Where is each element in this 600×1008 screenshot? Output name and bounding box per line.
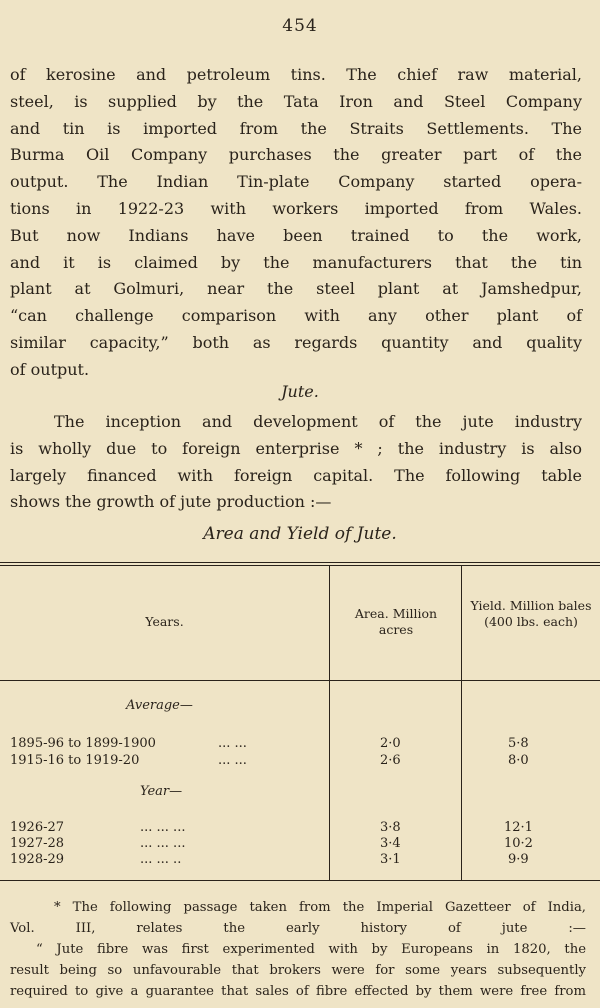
text-line: similar capacity,” both as regards quantity and quality <box>10 332 582 352</box>
cell-area: 3·1 <box>380 852 401 867</box>
footnote <box>10 897 586 1002</box>
column-header-yield: Yield. Million bales (400 lbs. each) <box>470 598 592 629</box>
group-label-year: Year— <box>140 784 183 799</box>
cell-yield: 8·0 <box>508 753 529 768</box>
cell-dots: ... ... <box>218 736 247 751</box>
cell-yield: 5·8 <box>508 736 529 751</box>
text-line: plant at Golmuri, near the steel plant at Jamshedpur, <box>10 279 582 299</box>
cell-years: 1927-28 <box>10 836 65 851</box>
footnote-line: Vol. III, relates the early history of jute :— <box>10 921 586 936</box>
text-line: and tin is imported from the Straits Settlements. The <box>10 118 582 138</box>
cell-years: 1895-96 to 1899-1900 <box>10 736 156 751</box>
page-number: 454 <box>282 16 318 36</box>
text-line: is wholly due to foreign enterprise * ; the industry is also <box>10 438 582 458</box>
cell-years: 1915-16 to 1919-20 <box>10 753 140 768</box>
text-line: and it is claimed by the manufacturers that the tin <box>10 252 582 272</box>
group-label-average: Average— <box>126 698 193 713</box>
table-row <box>0 736 600 754</box>
text-line: But now Indians have been trained to the work, <box>10 225 582 245</box>
text-line: “can challenge comparison with any other plant of <box>10 306 582 326</box>
table-top-rule-inner <box>0 565 600 566</box>
body-paragraph-jute <box>10 409 582 516</box>
cell-area: 3·4 <box>380 836 401 851</box>
cell-yield: 12·1 <box>504 820 533 835</box>
cell-dots: ... ... <box>218 753 247 768</box>
text-line: output. The Indian Tin-plate Company started opera- <box>10 172 582 192</box>
footnote-line: result being so unfavourable that brokers were for some years subsequently <box>10 963 586 978</box>
text-line: Burma Oil Company purchases the greater part of the <box>10 145 582 165</box>
cell-yield: 9·9 <box>508 852 529 867</box>
body-paragraph-tinplate <box>10 62 582 384</box>
text-line: shows the growth of jute production :— <box>10 492 332 512</box>
cell-area: 2·6 <box>380 753 401 768</box>
footnote-line: required to give a guarantee that sales of fibre effected by them were free from <box>10 984 586 999</box>
table-header-rule <box>0 680 600 681</box>
text-line: of kerosine and petroleum tins. The chief raw material, <box>10 65 582 84</box>
cell-yield: 10·2 <box>504 836 533 851</box>
table-row <box>0 852 600 870</box>
section-heading: Jute. <box>281 382 319 401</box>
column-header-area: Area. Million acres <box>354 606 438 637</box>
cell-dots: ... ... ... <box>140 820 186 835</box>
text-line: steel, is supplied by the Tata Iron and Steel Company <box>10 91 582 111</box>
cell-years: 1926-27 <box>10 820 65 835</box>
footnote-line: * The following passage taken from the Imperial Gazetteer of India, <box>54 900 586 915</box>
table-row <box>0 753 600 771</box>
table-title: Area and Yield of Jute. <box>203 524 397 544</box>
text-line: tions in 1922-23 with workers imported from Wales. <box>10 198 582 218</box>
cell-area: 3·8 <box>380 820 401 835</box>
cell-years: 1928-29 <box>10 852 65 867</box>
text-line: The inception and development of the jute industry <box>54 412 582 431</box>
cell-dots: ... ... .. <box>140 852 182 867</box>
table-top-rule <box>0 562 600 563</box>
text-line: of output. <box>10 359 90 379</box>
footnote-line: “ Jute fibre was first experimented with by Europeans in 1820, the <box>36 942 586 957</box>
cell-dots: ... ... ... <box>140 836 186 851</box>
cell-area: 2·0 <box>380 736 401 751</box>
text-line: largely financed with foreign capital. The following table <box>10 465 582 485</box>
column-header-years: Years. <box>145 614 184 629</box>
table-bottom-rule <box>0 880 600 881</box>
